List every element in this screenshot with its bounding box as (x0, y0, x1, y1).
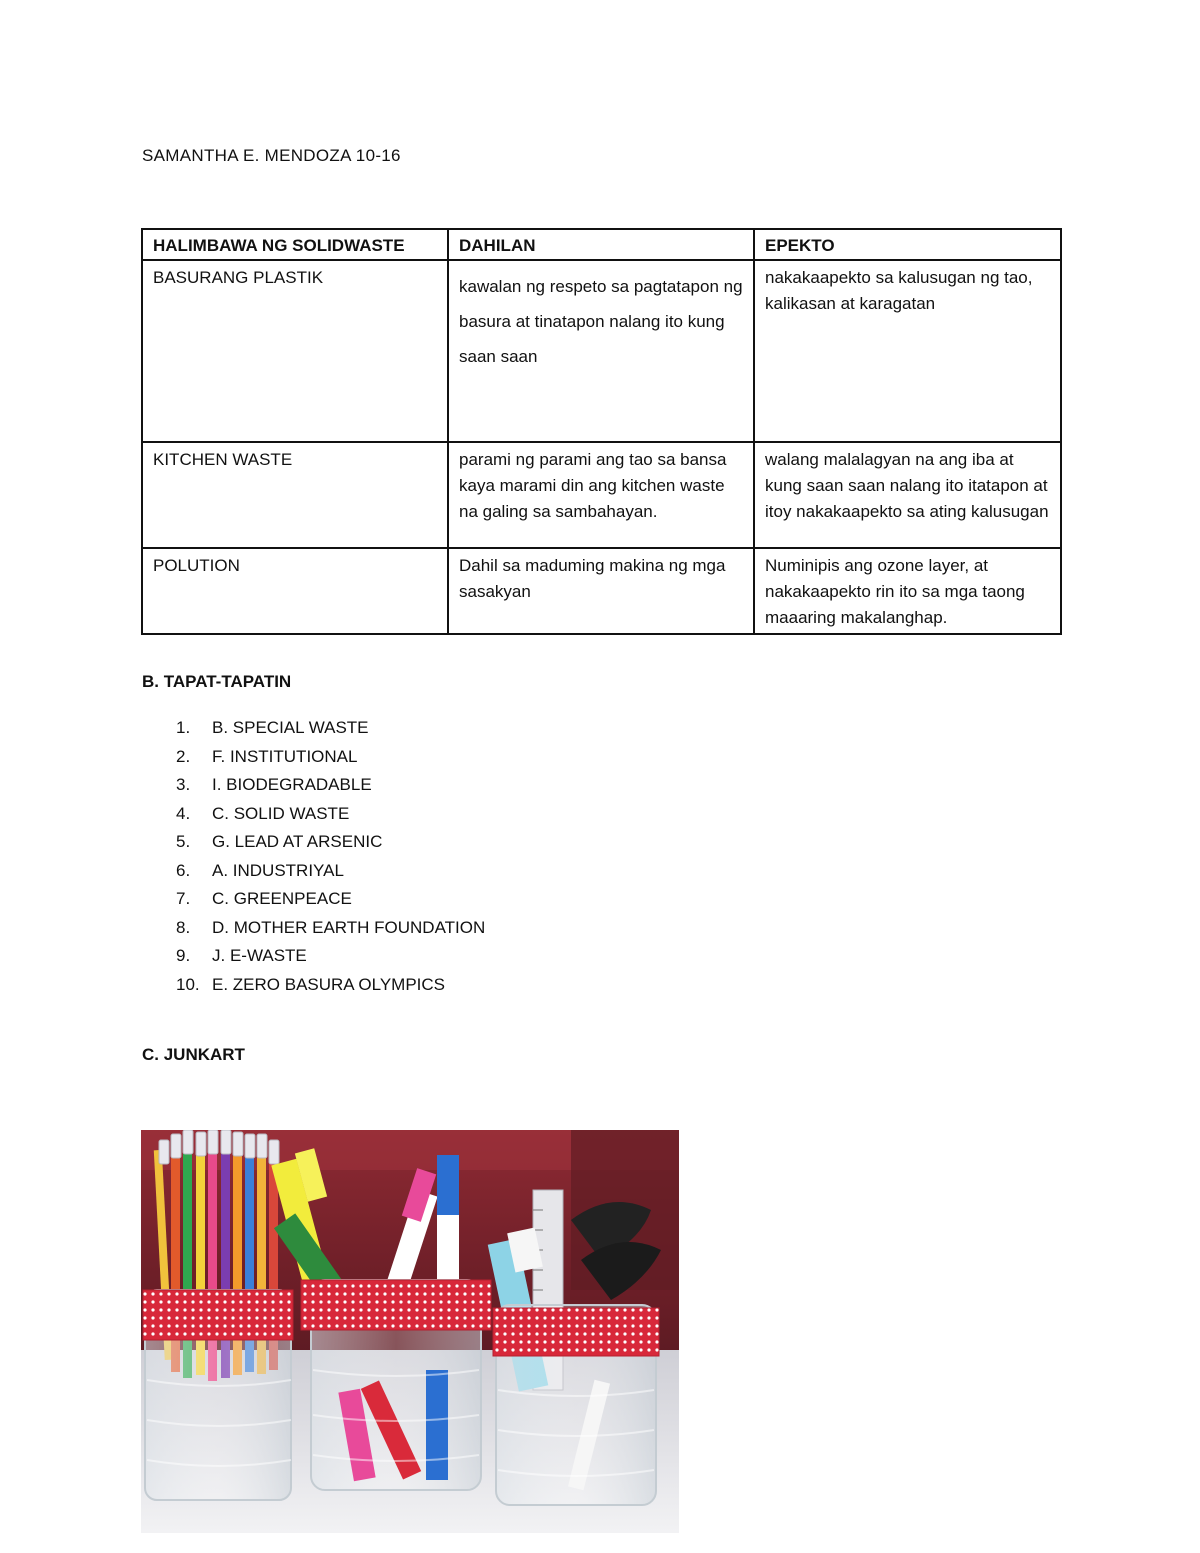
table-row (142, 260, 1061, 442)
cell-dahilan: kawalan ng respeto sa pagtatapon ng basura at tinatapon nalang ito kung saan saan (448, 260, 754, 442)
solid-waste-table (141, 228, 1062, 635)
list-item: 10. E. ZERO BASURA OLYMPICS (176, 974, 446, 994)
list-item: 5. G. LEAD AT ARSENIC (176, 832, 383, 851)
list-item: 7. C. GREENPEACE (176, 889, 352, 908)
cell-halimbawa: KITCHEN WASTE (142, 442, 448, 548)
student-name-line: SAMANTHA E. MENDOZA 10-16 (142, 146, 401, 165)
cell-epekto: nakakaapekto sa kalusugan ng tao, kalikasan at karagatan (754, 260, 1061, 442)
list-item: 4. C. SOLID WASTE (176, 803, 350, 823)
table-row (142, 442, 1061, 548)
list-item: 3. I. BIODEGRADABLE (176, 775, 372, 794)
list-item: 2. F. INSTITUTIONAL (176, 746, 358, 766)
cell-dahilan: Dahil sa maduming makina ng mga sasakyan (448, 548, 754, 634)
cell-epekto: Numinipis ang ozone layer, at nakakaapekto rin ito sa mga taong maaaring makalanghap. (754, 548, 1061, 634)
cell-halimbawa: POLUTION (142, 548, 448, 634)
junkart-pen-holder-photo (141, 1130, 679, 1533)
list-item: 6. A. INDUSTRIYAL (176, 860, 344, 880)
section-c-title: C. JUNKART (142, 1045, 245, 1064)
list-item: 8. D. MOTHER EARTH FOUNDATION (176, 917, 486, 937)
table-header-epekto: EPEKTO (754, 229, 1061, 260)
cell-dahilan: parami ng parami ang tao sa bansa kaya marami din ang kitchen waste na galing sa sambahayan. (448, 442, 754, 548)
table-row (142, 548, 1061, 634)
pen-holder-illustration (141, 1130, 679, 1533)
section-b-title: B. TAPAT-TAPATIN (142, 672, 292, 691)
list-item: 1. B. SPECIAL WASTE (176, 718, 369, 737)
table-header-row (142, 229, 1061, 260)
table-header-dahilan: DAHILAN (448, 229, 754, 260)
table-header-halimbawa: HALIMBAWA NG SOLIDWASTE (142, 229, 448, 260)
matching-answer-list (142, 714, 485, 999)
list-item: 9. J. E-WASTE (176, 946, 307, 965)
cell-epekto: walang malalagyan na ang iba at kung saan saan nalang ito itatapon at itoy nakakaapekto sa ating kalusugan (754, 442, 1061, 548)
cell-halimbawa: BASURANG PLASTIK (142, 260, 448, 442)
